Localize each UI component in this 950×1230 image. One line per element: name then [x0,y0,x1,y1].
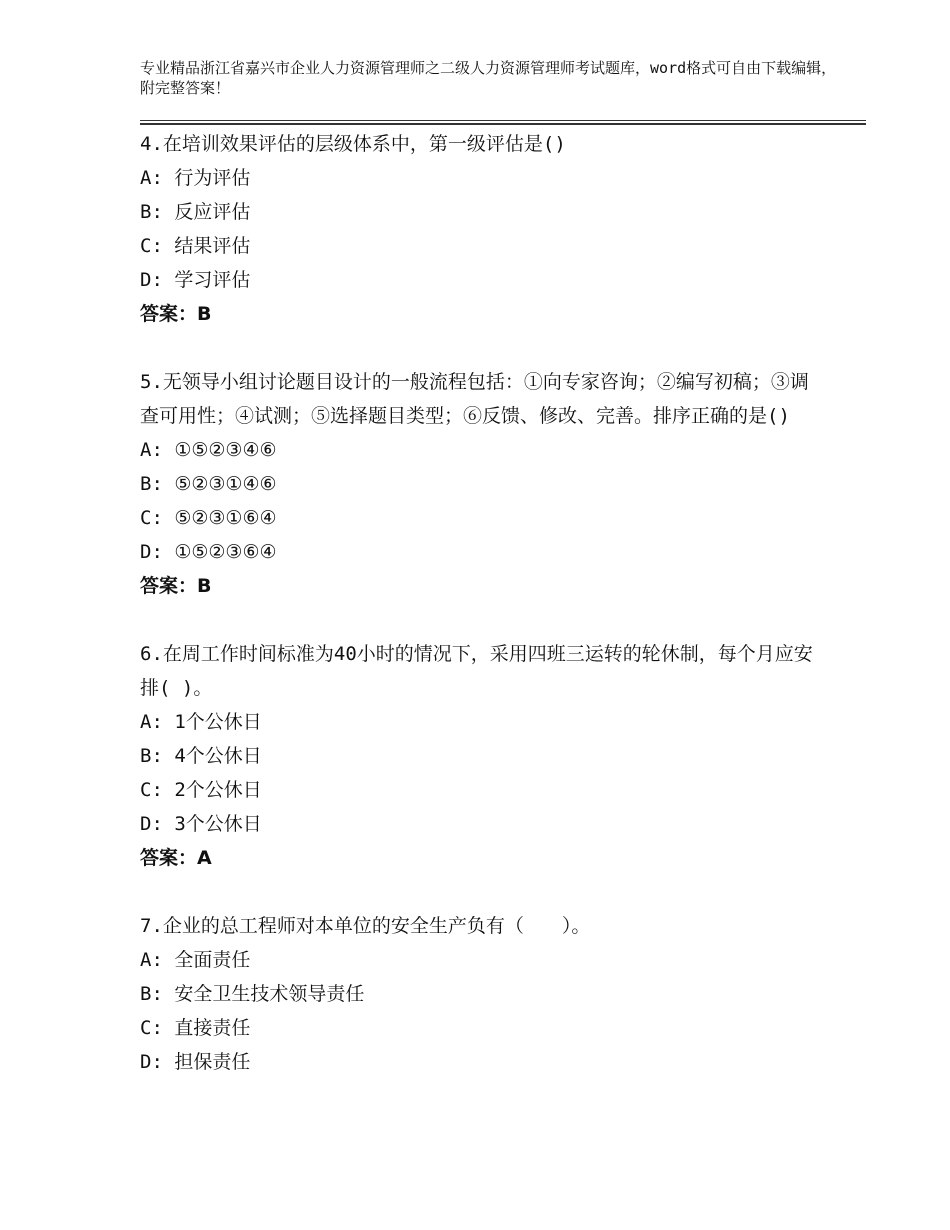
option-b: B: 反应评估 [140,201,251,223]
question-7 [140,909,820,1079]
option-d: D: 学习评估 [140,269,251,291]
question-6 [140,637,820,875]
header-divider [140,120,866,125]
option-d: D: ①⑤②③⑥④ [140,541,277,563]
option-b: B: 4个公休日 [140,745,262,767]
option-c: C: 结果评估 [140,235,251,257]
answer: 答案：B [140,303,212,325]
document-header: 专业精品浙江省嘉兴市企业人力资源管理师之二级人力资源管理师考试题库，word格式可自由下载编辑，附完整答案！ [140,59,837,97]
option-c: C: 直接责任 [140,1017,251,1039]
question-stem: 4.在培训效果评估的层级体系中，第一级评估是() [140,133,566,155]
spacer [140,331,820,365]
option-c: C: 2个公休日 [140,779,262,801]
spacer [140,603,820,637]
question-stem: 6.在周工作时间标准为40小时的情况下，采用四班三运转的轮休制，每个月应安排( )。 [140,643,813,699]
answer: 答案：B [140,575,212,597]
question-5 [140,365,820,603]
option-a: A: 1个公休日 [140,711,262,733]
spacer [140,875,820,909]
question-4 [140,127,820,331]
option-d: D: 担保责任 [140,1051,251,1073]
option-b: B: ⑤②③①④⑥ [140,473,277,495]
answer: 答案：A [140,847,212,869]
option-d: D: 3个公休日 [140,813,262,835]
question-stem: 5.无领导小组讨论题目设计的一般流程包括：①向专家咨询；②编写初稿；③调查可用性；④试测；⑤选择题目类型；⑥反馈、修改、完善。排序正确的是() [140,371,809,427]
option-c: C: ⑤②③①⑥④ [140,507,277,529]
option-a: A: 全面责任 [140,949,251,971]
question-list [140,127,820,1079]
option-a: A: 行为评估 [140,167,251,189]
question-stem: 7.企业的总工程师对本单位的安全生产负有（ ）。 [140,915,591,937]
option-a: A: ①⑤②③④⑥ [140,439,277,461]
option-b: B: 安全卫生技术领导责任 [140,983,365,1005]
